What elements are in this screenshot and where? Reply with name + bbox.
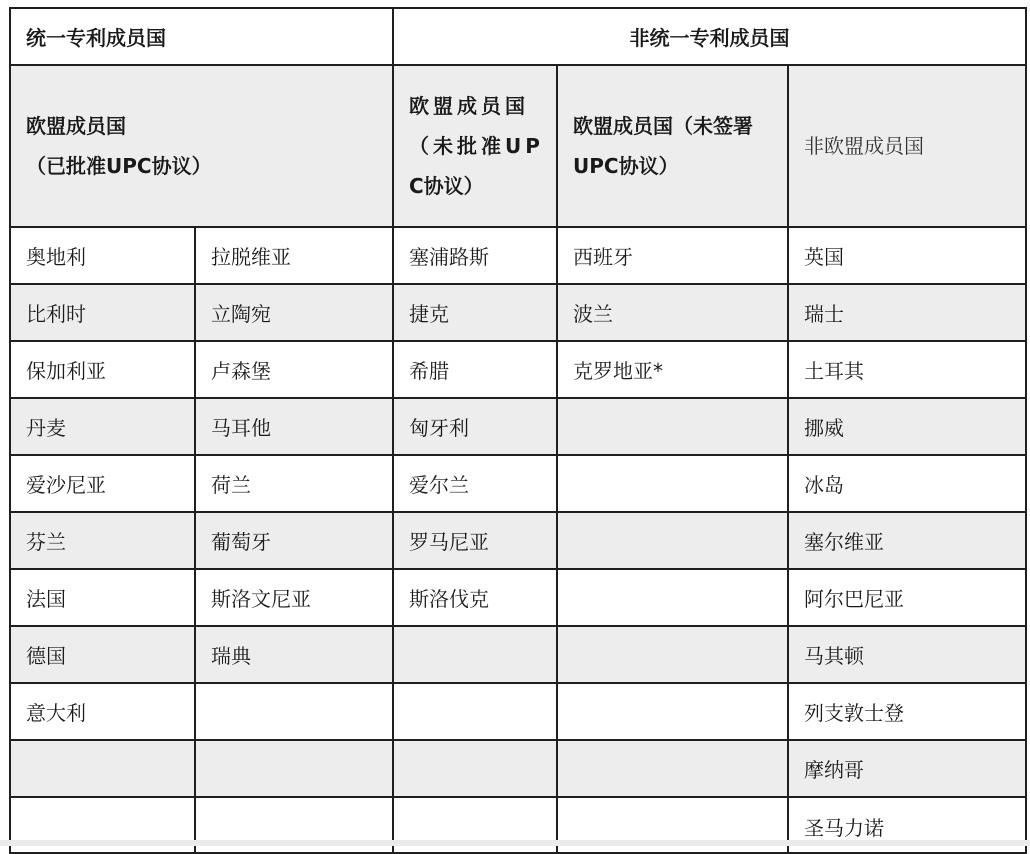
page-bottom-edge xyxy=(0,840,1030,846)
table-cell: 英国 xyxy=(788,227,1026,284)
table-cell xyxy=(557,455,788,512)
table-cell xyxy=(557,683,788,740)
table-cell: 立陶宛 xyxy=(195,284,393,341)
table-cell: 荷兰 xyxy=(195,455,393,512)
eu-unratified-header xyxy=(393,65,557,227)
table-cell: 比利时 xyxy=(10,284,195,341)
table-cell: 爱尔兰 xyxy=(393,455,557,512)
table-cell: 马耳他 xyxy=(195,398,393,455)
unified-patent-header: 统一专利成员国 xyxy=(10,8,393,65)
table-row xyxy=(10,398,1026,455)
sub-header-row xyxy=(10,65,1026,227)
table-cell: 斯洛伐克 xyxy=(393,569,557,626)
table-cell: 意大利 xyxy=(10,683,195,740)
eu-ratified-header-line1: 欧盟成员国 xyxy=(26,114,126,138)
table-cell: 卢森堡 xyxy=(195,341,393,398)
table-row xyxy=(10,740,1026,797)
table-cell xyxy=(557,569,788,626)
table-cell xyxy=(393,683,557,740)
table-row xyxy=(10,512,1026,569)
table-cell: 罗马尼亚 xyxy=(393,512,557,569)
title-row xyxy=(10,8,1026,65)
table-row xyxy=(10,341,1026,398)
eu-unsigned-header xyxy=(557,65,788,227)
table-cell: 土耳其 xyxy=(788,341,1026,398)
table-cell: 圣马力诺 xyxy=(788,797,1026,853)
eu-unratified-header-line1: 欧盟成员国 xyxy=(409,94,529,118)
table-cell: 塞尔维亚 xyxy=(788,512,1026,569)
table-row xyxy=(10,227,1026,284)
table-row xyxy=(10,455,1026,512)
table-cell xyxy=(10,740,195,797)
table-cell: 挪威 xyxy=(788,398,1026,455)
table-cell: 阿尔巴尼亚 xyxy=(788,569,1026,626)
table-row xyxy=(10,569,1026,626)
table-cell: 塞浦路斯 xyxy=(393,227,557,284)
table-cell: 瑞士 xyxy=(788,284,1026,341)
table-cell: 列支敦士登 xyxy=(788,683,1026,740)
upc-member-table xyxy=(9,7,1027,854)
table-cell: 希腊 xyxy=(393,341,557,398)
table-cell: 德国 xyxy=(10,626,195,683)
non-eu-header: 非欧盟成员国 xyxy=(788,65,1026,227)
eu-unratified-header-line2: （未批准UP xyxy=(409,134,544,158)
table-cell: 丹麦 xyxy=(10,398,195,455)
table-cell xyxy=(195,740,393,797)
table-cell: 奥地利 xyxy=(10,227,195,284)
table-cell: 波兰 xyxy=(557,284,788,341)
table-cell: 马其顿 xyxy=(788,626,1026,683)
table-row xyxy=(10,284,1026,341)
table-cell: 捷克 xyxy=(393,284,557,341)
table-row xyxy=(10,626,1026,683)
table-cell xyxy=(557,512,788,569)
table-cell: 摩纳哥 xyxy=(788,740,1026,797)
table-cell xyxy=(393,740,557,797)
eu-unsigned-header-line2: UPC协议） xyxy=(573,154,679,178)
table-cell: 斯洛文尼亚 xyxy=(195,569,393,626)
table-cell: 葡萄牙 xyxy=(195,512,393,569)
table-cell xyxy=(557,740,788,797)
table-cell: 芬兰 xyxy=(10,512,195,569)
table-cell xyxy=(195,683,393,740)
table-cell xyxy=(557,626,788,683)
table-cell: 保加利亚 xyxy=(10,341,195,398)
table-cell: 法国 xyxy=(10,569,195,626)
table-cell: 匈牙利 xyxy=(393,398,557,455)
table-row xyxy=(10,683,1026,740)
upc-member-table-container xyxy=(9,7,1027,854)
eu-unratified-header-line3: C协议） xyxy=(409,174,484,198)
table-cell: 冰岛 xyxy=(788,455,1026,512)
table-cell xyxy=(393,626,557,683)
eu-ratified-header xyxy=(10,65,393,227)
non-unified-patent-header: 非统一专利成员国 xyxy=(393,8,1026,65)
table-cell: 爱沙尼亚 xyxy=(10,455,195,512)
eu-ratified-header-line2: （已批准UPC协议） xyxy=(26,154,212,178)
table-cell: 拉脱维亚 xyxy=(195,227,393,284)
table-cell xyxy=(557,398,788,455)
eu-unsigned-header-line1: 欧盟成员国（未签署 xyxy=(573,114,753,138)
table-cell: 西班牙 xyxy=(557,227,788,284)
table-cell: 克罗地亚* xyxy=(557,341,788,398)
table-cell: 瑞典 xyxy=(195,626,393,683)
